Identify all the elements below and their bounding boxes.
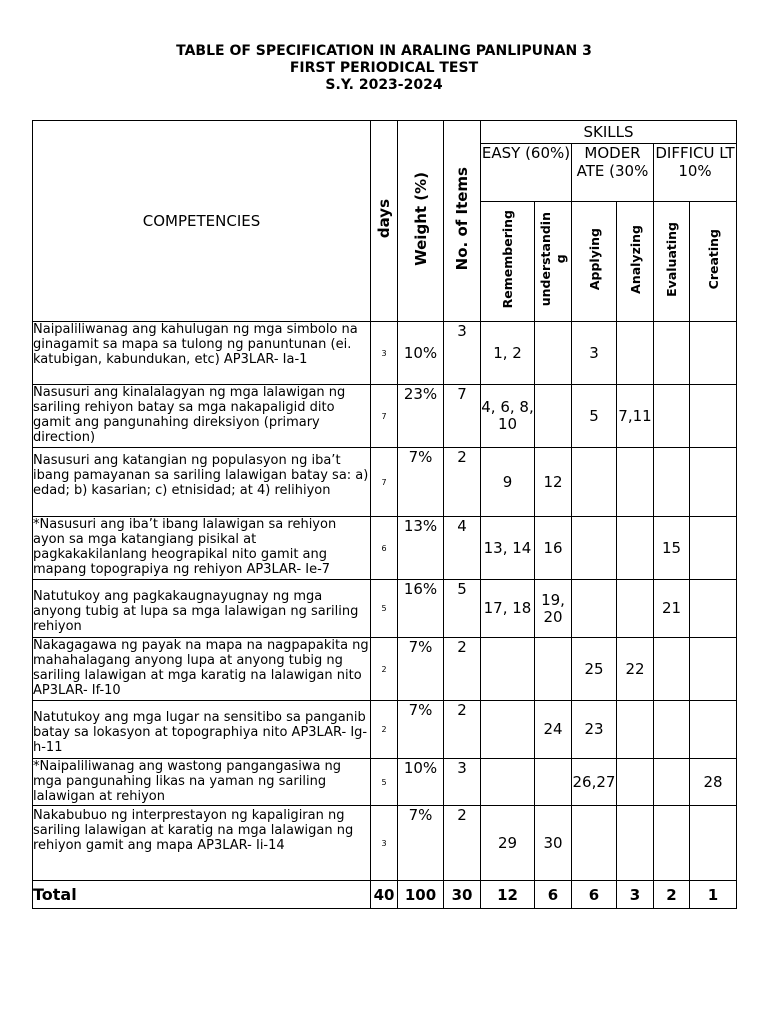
table-row	[33, 322, 737, 385]
items-cell: 3	[444, 759, 481, 806]
competency-cell: Naipaliliwanag ang kahulugan ng mga simbolo na ginagamit sa mapa sa tulong ng panuntunan (ei. katubigan, kabundukan, etc) AP3LAR- Ia-1	[33, 322, 371, 385]
total-analyzing: 3	[617, 881, 654, 909]
weight-cell: 10%	[398, 759, 444, 806]
total-understanding: 6	[535, 881, 572, 909]
applying-cell: 23	[572, 701, 617, 759]
header-difficult: DIFFICU LT 10%	[654, 144, 737, 202]
applying-cell	[572, 448, 617, 517]
applying-cell	[572, 580, 617, 638]
applying-cell: 5	[572, 385, 617, 448]
table-row	[33, 580, 737, 638]
applying-cell	[572, 517, 617, 580]
title-line-2: FIRST PERIODICAL TEST	[289, 60, 479, 76]
table-row	[33, 517, 737, 580]
header-items: No. of Items	[444, 121, 481, 322]
understanding-cell	[535, 759, 572, 806]
weight-cell: 7%	[398, 701, 444, 759]
analyzing-cell: 22	[617, 638, 654, 701]
understanding-cell: 30	[535, 806, 572, 881]
applying-cell: 3	[572, 322, 617, 385]
items-cell: 2	[444, 701, 481, 759]
header-moderate: MODER ATE (30%	[572, 144, 654, 202]
table-row	[33, 638, 737, 701]
competency-cell: *Naipaliliwanag ang wastong pangangasiwa ng mga pangunahing likas na yaman ng sariling lalawigan at rehiyon	[33, 759, 371, 806]
items-cell: 5	[444, 580, 481, 638]
days-cell: 5	[371, 580, 398, 638]
weight-cell: 23%	[398, 385, 444, 448]
analyzing-cell	[617, 701, 654, 759]
competency-cell: Nasusuri ang kinalalagyan ng mga lalawigan ng sariling rehiyon batay sa mga nakapaligid dito gamit ang pangunahing direksiyon (primary direction)	[33, 385, 371, 448]
header-analyzing: Analyzing	[617, 202, 654, 322]
table-row	[33, 385, 737, 448]
understanding-cell	[535, 638, 572, 701]
remembering-cell: 4, 6, 8, 10	[481, 385, 535, 448]
weight-cell: 16%	[398, 580, 444, 638]
evaluating-cell	[654, 701, 690, 759]
remembering-cell: 13, 14	[481, 517, 535, 580]
creating-cell	[690, 806, 737, 881]
remembering-cell	[481, 759, 535, 806]
remembering-cell: 29	[481, 806, 535, 881]
header-remembering: Remembering	[481, 202, 535, 322]
creating-cell	[690, 638, 737, 701]
competency-cell: Nasusuri ang katangian ng populasyon ng iba’t ibang pamayanan sa sariling lalawigan batay sa: a) edad; b) kasarian; c) etnisidad; at 4) relihiyon	[33, 448, 371, 517]
creating-cell: 28	[690, 759, 737, 806]
total-creating: 1	[690, 881, 737, 909]
total-label: Total	[33, 881, 371, 909]
competency-cell: *Nasusuri ang iba’t ibang lalawigan sa rehiyon ayon sa mga katangiang pisikal at pagkakakilanlang heograpikal nito gamit ang mapang topograpiya ng rehiyon AP3LAR- Ie-7	[33, 517, 371, 580]
title-line-1: TABLE OF SPECIFICATION IN ARALING PANLIPUNAN 3	[176, 43, 592, 59]
evaluating-cell: 21	[654, 580, 690, 638]
document-title	[0, 43, 768, 94]
analyzing-cell: 7,11	[617, 385, 654, 448]
evaluating-cell	[654, 385, 690, 448]
days-cell: 3	[371, 322, 398, 385]
evaluating-cell: 15	[654, 517, 690, 580]
total-row	[33, 881, 737, 909]
total-evaluating: 2	[654, 881, 690, 909]
evaluating-cell	[654, 448, 690, 517]
weight-cell: 7%	[398, 448, 444, 517]
total-applying: 6	[572, 881, 617, 909]
evaluating-cell	[654, 322, 690, 385]
evaluating-cell	[654, 638, 690, 701]
title-line-3: S.Y. 2023-2024	[325, 77, 443, 93]
remembering-cell	[481, 701, 535, 759]
understanding-cell	[535, 322, 572, 385]
applying-cell: 25	[572, 638, 617, 701]
applying-cell: 26,27	[572, 759, 617, 806]
header-days: days	[371, 121, 398, 322]
items-cell: 2	[444, 448, 481, 517]
table-row	[33, 701, 737, 759]
analyzing-cell	[617, 580, 654, 638]
understanding-cell	[535, 385, 572, 448]
header-evaluating: Evaluating	[654, 202, 690, 322]
applying-cell	[572, 806, 617, 881]
table-row	[33, 759, 737, 806]
weight-cell: 10%	[398, 322, 444, 385]
evaluating-cell	[654, 806, 690, 881]
understanding-cell: 16	[535, 517, 572, 580]
items-cell: 3	[444, 322, 481, 385]
items-cell: 7	[444, 385, 481, 448]
days-cell: 2	[371, 638, 398, 701]
days-cell: 6	[371, 517, 398, 580]
remembering-cell: 1, 2	[481, 322, 535, 385]
analyzing-cell	[617, 322, 654, 385]
understanding-cell: 24	[535, 701, 572, 759]
competency-cell: Natutukoy ang pagkakaugnayugnay ng mga anyong tubig at lupa sa mga lalawigan ng sariling rehiyon	[33, 580, 371, 638]
header-skills: SKILLS	[481, 121, 737, 144]
understanding-cell: 12	[535, 448, 572, 517]
items-cell: 2	[444, 638, 481, 701]
analyzing-cell	[617, 517, 654, 580]
total-remembering: 12	[481, 881, 535, 909]
header-easy: EASY (60%)	[481, 144, 572, 202]
header-understanding: understandin g	[535, 202, 572, 322]
days-cell: 7	[371, 448, 398, 517]
header-applying: Applying	[572, 202, 617, 322]
table-row	[33, 806, 737, 881]
creating-cell	[690, 448, 737, 517]
table-row	[33, 448, 737, 517]
weight-cell: 7%	[398, 638, 444, 701]
days-cell: 5	[371, 759, 398, 806]
evaluating-cell	[654, 759, 690, 806]
header-competencies: COMPETENCIES	[33, 121, 371, 322]
days-cell: 7	[371, 385, 398, 448]
competency-cell: Natutukoy ang mga lugar na sensitibo sa panganib batay sa lokasyon at topographiya nito AP3LAR- Ig-h-11	[33, 701, 371, 759]
weight-cell: 7%	[398, 806, 444, 881]
creating-cell	[690, 322, 737, 385]
weight-cell: 13%	[398, 517, 444, 580]
total-items: 30	[444, 881, 481, 909]
items-cell: 4	[444, 517, 481, 580]
understanding-cell: 19, 20	[535, 580, 572, 638]
days-cell: 3	[371, 806, 398, 881]
analyzing-cell	[617, 448, 654, 517]
competency-cell: Nakabubuo ng interprestayon ng kapaligiran ng sariling lalawigan at karatig na mga lalawigan ng rehiyon gamit ang mapa AP3LAR- Ii-14	[33, 806, 371, 881]
remembering-cell: 17, 18	[481, 580, 535, 638]
creating-cell	[690, 385, 737, 448]
analyzing-cell	[617, 806, 654, 881]
items-cell: 2	[444, 806, 481, 881]
header-creating: Creating	[690, 202, 737, 322]
remembering-cell: 9	[481, 448, 535, 517]
remembering-cell	[481, 638, 535, 701]
total-weight: 100	[398, 881, 444, 909]
creating-cell	[690, 701, 737, 759]
specification-table	[32, 120, 737, 909]
header-weight: Weight (%)	[398, 121, 444, 322]
days-cell: 2	[371, 701, 398, 759]
total-days: 40	[371, 881, 398, 909]
creating-cell	[690, 517, 737, 580]
creating-cell	[690, 580, 737, 638]
competency-cell: Nakagagawa ng payak na mapa na nagpapakita ng mahahalagang anyong lupa at anyong tubig ng sariling lalawigan at mga karatig na lalawigan nito AP3LAR- If-10	[33, 638, 371, 701]
analyzing-cell	[617, 759, 654, 806]
